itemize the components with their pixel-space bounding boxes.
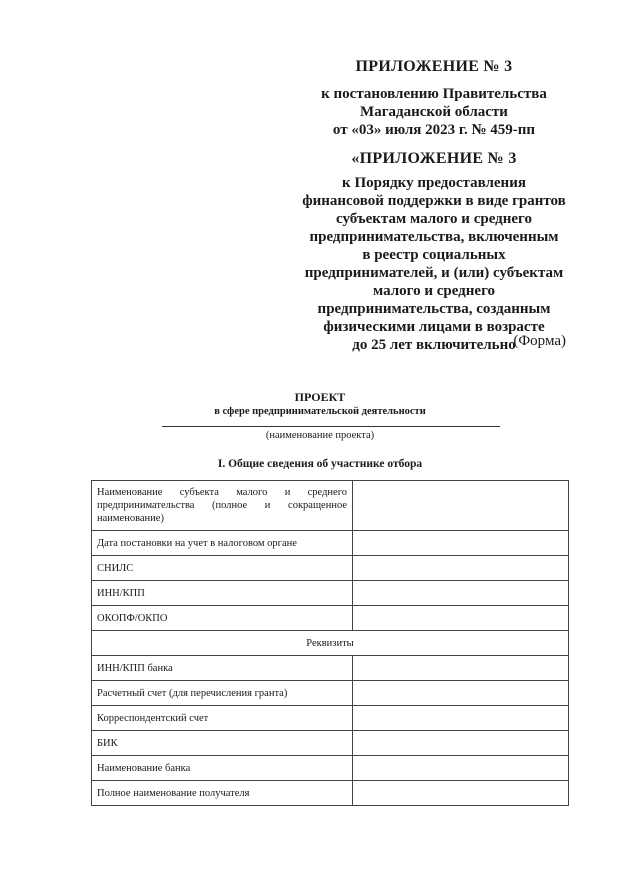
table-row	[92, 556, 569, 581]
table-row	[92, 531, 569, 556]
table-row	[92, 756, 569, 781]
table-row	[92, 481, 569, 531]
value-cell[interactable]	[353, 556, 569, 581]
appendix-line: Магаданской области	[360, 104, 508, 120]
table-row	[92, 581, 569, 606]
value-cell[interactable]	[353, 581, 569, 606]
form-label: (Форма)	[513, 333, 566, 349]
table-row	[92, 731, 569, 756]
row-label-entity-name: Наименование субъекта малого и среднего предпринимательства (полное и сокращенное наименование)	[92, 481, 353, 531]
participant-info-table	[91, 480, 569, 806]
value-cell[interactable]	[353, 481, 569, 531]
order-line: финансовой поддержки в виде грантов	[302, 193, 566, 209]
value-cell[interactable]	[353, 706, 569, 731]
row-label-correspondent-account: Корреспондентский счет	[92, 706, 353, 731]
value-cell[interactable]	[353, 606, 569, 631]
appendix-date-line: от «03» июля 2023 г. № 459-пп	[332, 122, 536, 138]
order-line: к Порядку предоставления	[342, 175, 526, 191]
value-cell[interactable]	[353, 731, 569, 756]
order-line: физическими лицами в возрасте	[323, 319, 545, 335]
row-label-recipient-name: Полное наименование получателя	[92, 781, 353, 806]
value-cell[interactable]	[353, 681, 569, 706]
value-cell[interactable]	[353, 781, 569, 806]
order-line: предпринимателей, и (или) субъектам	[304, 265, 564, 281]
table-row	[92, 706, 569, 731]
table-row	[92, 606, 569, 631]
project-subtitle: в сфере предпринимательской деятельности	[214, 406, 426, 417]
appendix-line: к постановлению Правительства	[321, 86, 547, 102]
section-heading: I. Общие сведения об участнике отбора	[217, 458, 423, 470]
order-line: предпринимательства, включенным	[309, 229, 559, 245]
row-label-inn-kpp: ИНН/КПП	[92, 581, 353, 606]
value-cell[interactable]	[353, 656, 569, 681]
value-cell[interactable]	[353, 531, 569, 556]
row-label-okopf-okpo: ОКОПФ/ОКПО	[92, 606, 353, 631]
order-line: до 25 лет включительно	[352, 337, 516, 353]
inner-appendix-title: «ПРИЛОЖЕНИЕ № 3	[351, 150, 517, 167]
table-row	[92, 681, 569, 706]
value-cell[interactable]	[353, 756, 569, 781]
row-label-bik: БИК	[92, 731, 353, 756]
project-name-line	[162, 426, 500, 427]
order-line: малого и среднего	[372, 283, 496, 299]
order-line: предпринимательства, созданным	[317, 301, 551, 317]
project-title: ПРОЕКТ	[294, 390, 346, 404]
requisites-header: Реквизиты	[92, 631, 569, 656]
row-label-snils: СНИЛС	[92, 556, 353, 581]
row-label-bank-name: Наименование банка	[92, 756, 353, 781]
row-label-bank-inn-kpp: ИНН/КПП банка	[92, 656, 353, 681]
row-label-settlement-account: Расчетный счет (для перечисления гранта)	[92, 681, 353, 706]
row-label-tax-date: Дата постановки на учет в налоговом органе	[92, 531, 353, 556]
order-line: в реестр социальных	[362, 247, 506, 263]
table-row	[92, 631, 569, 656]
table-row	[92, 781, 569, 806]
table-row	[92, 656, 569, 681]
project-name-caption: (наименование проекта)	[265, 430, 375, 441]
appendix-title: ПРИЛОЖЕНИЕ № 3	[355, 58, 513, 75]
appendix-header	[300, 58, 568, 354]
order-line: субъектам малого и среднего	[336, 211, 532, 227]
